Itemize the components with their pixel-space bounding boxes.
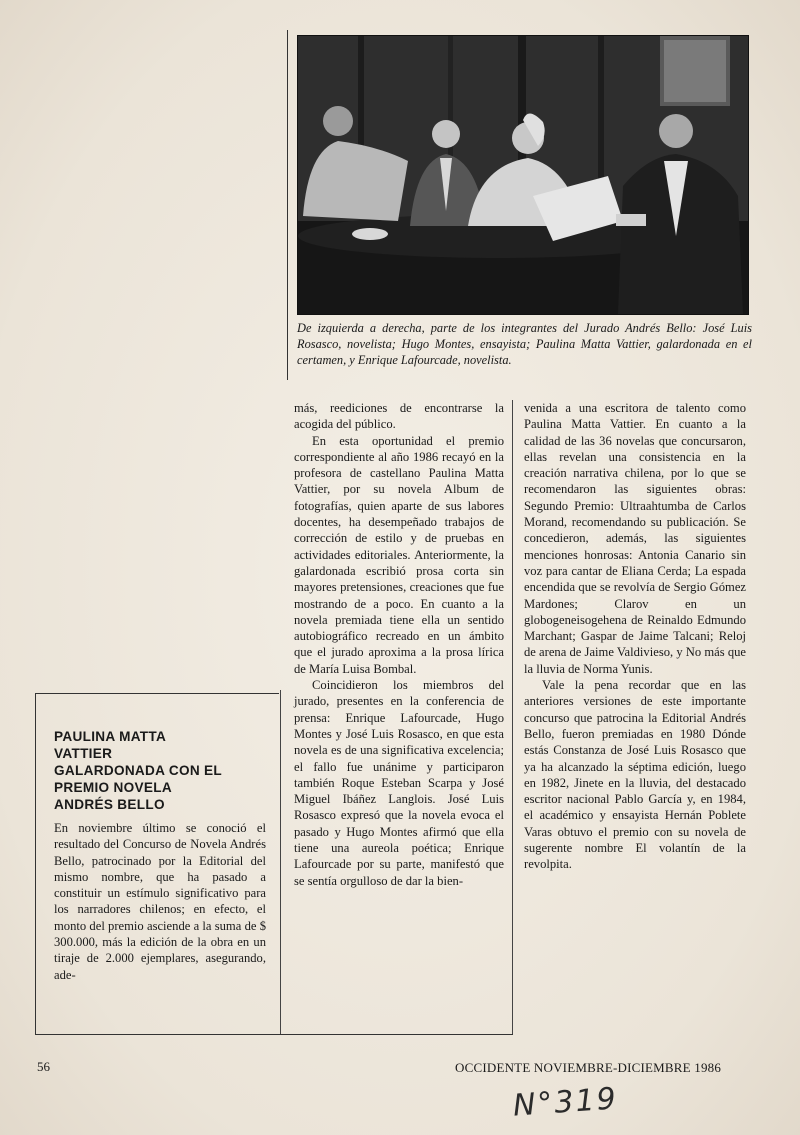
article-column-middle xyxy=(294,400,504,889)
magazine-footer: OCCIDENTE NOVIEMBRE-DICIEMBRE 1986 xyxy=(455,1060,722,1075)
headline-line: GALARDONADA CON EL xyxy=(54,763,223,778)
column-separator xyxy=(512,400,513,1034)
handwritten-issue-number: N°319 xyxy=(511,1081,619,1124)
headline-line: VATTIER xyxy=(54,746,113,761)
column-separator xyxy=(280,690,281,1034)
box-rule-bottom xyxy=(35,1034,513,1035)
photo-frame-line xyxy=(287,30,288,380)
article-column-left xyxy=(54,820,266,983)
paragraph: Coincidieron los miembros del jurado, presentes en la conferencia de prensa: Enrique Lafourcade, Hugo Montes y José Luis Rosasco, en que esta novela es de una significativa excelencia; el fallo fue unánime y participaron también Roque Esteban Scarpa y José Miguel Ibáñez Langlois. José Luis Rosasco expresó que la novela evoca el pasado y Hugo Montes afirmó que ella tiene una aureola poética; Enrique Lafourcade por su parte, manifestó que se sentía orgulloso de dar la bien- xyxy=(294,678,504,888)
headline-line: PREMIO NOVELA xyxy=(54,780,172,795)
box-rule-top xyxy=(35,693,279,694)
paragraph: En noviembre último se conoció el resultado del Concurso de Novela Andrés Bello, patrocinado por la Editorial del mismo nombre, que ha pasado a constituir un estímulo significativo para los narradores chilenos; en efecto, el monto del premio asciende a la suma de $ 300.000, más la edición de la obra en un tiraje de 2.000 ejemplares, asegurando, ade- xyxy=(54,821,266,982)
article-column-right xyxy=(524,400,746,873)
box-rule-left xyxy=(35,693,36,1035)
photo-caption: De izquierda a derecha, parte de los integrantes del Jurado Andrés Bello: José Luis Rosasco, novelista; Hugo Montes, ensayista; Paulina Matta Vattier, galardonada en el certamen, y Enrique Lafourcade, novelista. xyxy=(297,321,752,367)
page-number: 56 xyxy=(37,1059,50,1074)
paragraph: En esta oportunidad el premio correspondiente al año 1986 recayó en la profesora de castellano Paulina Matta Vattier, por su novela Album de fotografías, quien aparte de sus labores docentes, ha desempeñado trabajos de corrección de estilo y de pruebas en actividades editoriales. Anteriormente, la galardonada escribió prosa corta sin mayores pretensiones, creaciones que fue mostrando de a poco. En cuanto a la novela premiada tiene ella un sentido autobiográfico recreado en un ámbito que el jurado aproxima a la prosa lírica de María Luisa Bombal. xyxy=(294,433,504,676)
jury-photo xyxy=(297,35,749,315)
paragraph: venida a una escritora de talento como Paulina Matta Vattier. En cuanto a la calidad de las 36 novelas que concursaron, ellas revelan una consistencia en la creación narrativa chilena, por lo que se recomendaron las siguientes obras: Segundo Premio: Ultraahtumba de Carlos Morand, recomendando su publicación. Se concedieron, además, las siguientes menciones honrosas: Antonia Canario sin voz para cantar de Eliana Cerda; La espada encendida que se revolvía de Sergio Gómez Mardones; Clarov en un globogeneisogehena de Reinaldo Edmundo Marchant; Gaspar de Jaime Talcani; Reloj de arena de Jaime Valdivieso, y No más que la lluvia de Norma Yunis. xyxy=(524,401,746,676)
headline-line: ANDRÉS BELLO xyxy=(54,797,165,812)
paragraph: Vale la pena recordar que en las anteriores versiones de este importante concurso que patrocina la Editorial Andrés Bello, fueron premiadas en 1980 Dónde estás Constanza de José Luis Rosasco que ya ha alcanzado la séptima edición, luego en 1982, Jinete en la lluvia, del destacado escritor nacional Pablo García y, en 1984, el académico y ensayista Hernán Poblete Varas obtuvo el premio con su novela de sugerente nombre El volantín de la revolpita. xyxy=(524,678,746,872)
headline-line: PAULINA MATTA xyxy=(54,729,167,744)
article-headline xyxy=(54,728,269,813)
paragraph: más, reediciones de encontrarse la acogida del público. xyxy=(294,401,504,432)
